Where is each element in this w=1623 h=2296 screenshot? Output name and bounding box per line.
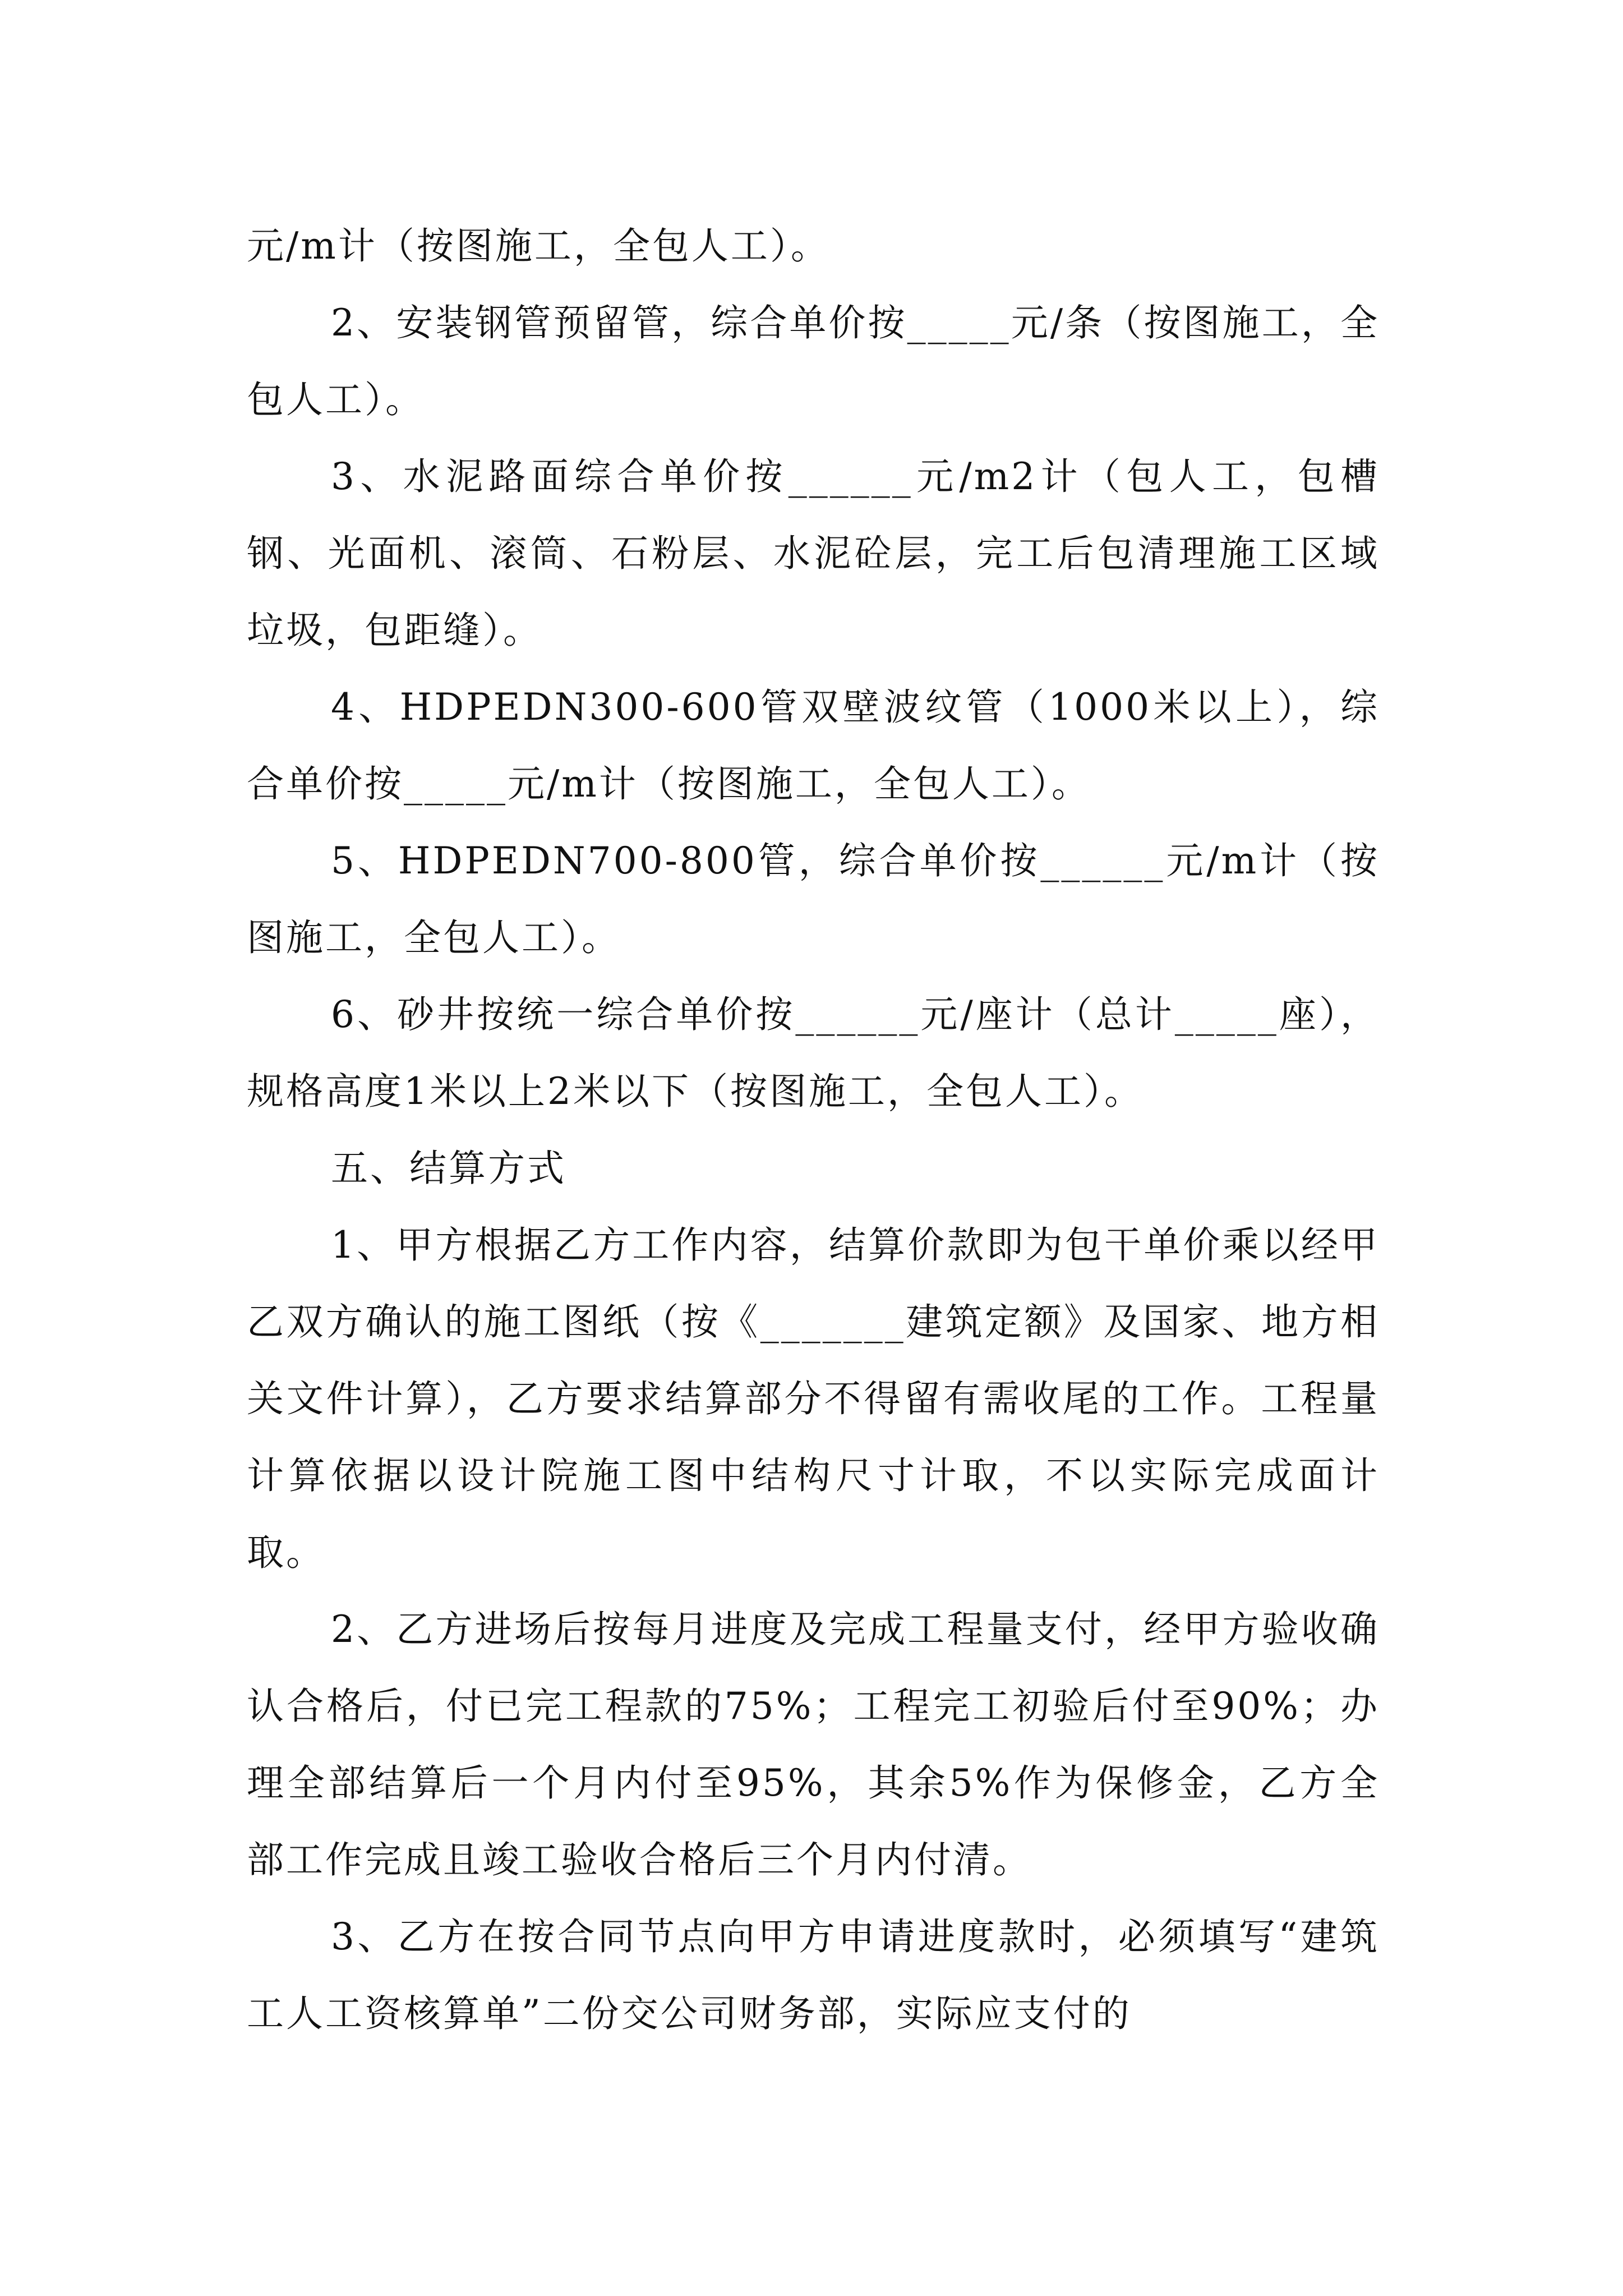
paragraph-item-2: 2、安装钢管预留管，综合单价按_____元/条（按图施工，全包人工）。 xyxy=(247,301,1380,421)
paragraph-item-6: 6、砂井按统一综合单价按______元/座计（总计_____座），规格高度1米以上2米以下（按图施工，全包人工）。 xyxy=(247,993,1380,1113)
paragraph-settlement-1: 1、甲方根据乙方工作内容，结算价款即为包干单价乘以经甲乙双方确认的施工图纸（按《_______建筑定额》及国家、地方相关文件计算），乙方要求结算部分不得留有需收尾的工作。工程量计算依据以设计院施工图中结构尺寸计取，不以实际完成面计取。 xyxy=(247,1223,1380,1574)
section-heading-settlement: 五、结算方式 xyxy=(331,1147,566,1190)
paragraph-item-4: 4、HDPEDN300-600管双壁波纹管（1000米以上），综合单价按_____元/m计（按图施工，全包人工）。 xyxy=(247,685,1380,806)
paragraph-settlement-3: 3、乙方在按合同节点向甲方申请进度款时，必须填写“建筑工人工资核算单”二份交公司财务部，实际应支付的 xyxy=(247,1915,1380,2035)
paragraph-settlement-2: 2、乙方进场后按每月进度及完成工程量支付，经甲方验收确认合格后，付已完工程款的75%；工程完工初验后付至90%；办理全部结算后一个月内付至95%，其余5%作为保修金，乙方全部工作完成且竣工验收合格后三个月内付清。 xyxy=(247,1608,1380,1881)
paragraph-item-3: 3、水泥路面综合单价按______元/m2计（包人工，包槽钢、光面机、滚筒、石粉层、水泥砼层，完工后包清理施工区域垃圾，包距缝）。 xyxy=(247,455,1380,652)
paragraph-item-5: 5、HDPEDN700-800管，综合单价按______元/m计（按图施工，全包人工）。 xyxy=(247,839,1380,959)
document-body xyxy=(247,208,1380,2052)
paragraph-continuation: 元/m计（按图施工，全包人工）。 xyxy=(247,224,830,268)
